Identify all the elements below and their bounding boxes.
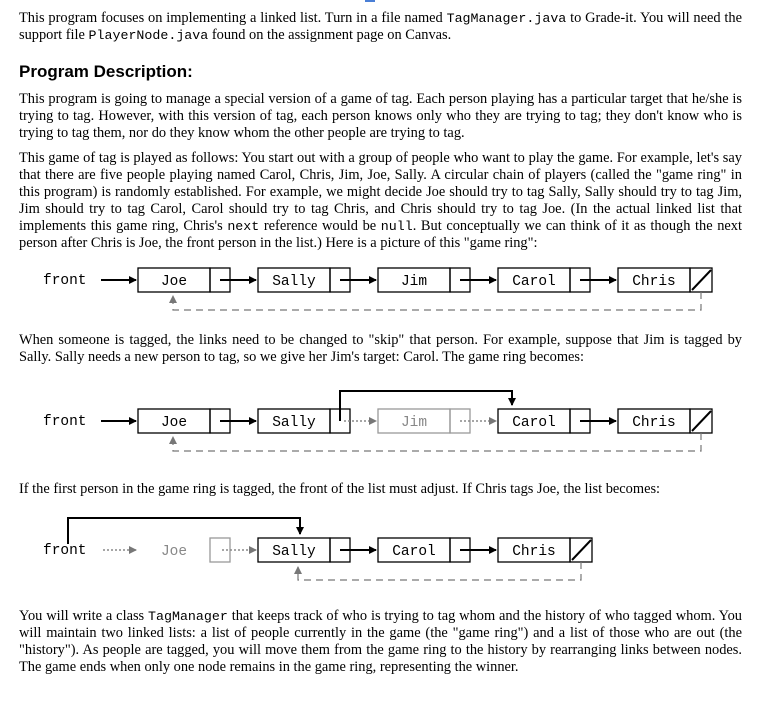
code-tagmanager: TagManager xyxy=(148,609,228,624)
front-label: front xyxy=(43,543,87,559)
node-label-joe: Joe xyxy=(160,274,188,290)
node-label-chris: Chris xyxy=(512,544,556,560)
game-ring-diagram-3 xyxy=(0,512,770,590)
description-paragraph-2 xyxy=(19,150,742,252)
para5-text-1: You will write a class xyxy=(19,608,149,624)
para2-text-3: . But conceptually we can think of it as though the next person after Chris is Joe, the front person in the list.) Here is a picture of this "game ring": xyxy=(19,218,742,251)
node-label-joe: Joe xyxy=(160,415,188,431)
description-paragraph-4: If the first person in the game ring is tagged, the front of the list must adjust. If Chris tags Joe, the list becomes: xyxy=(19,481,661,497)
null-slash xyxy=(572,540,591,560)
filename-tagmanager: TagManager.java xyxy=(446,11,567,26)
node-label-carol: Carol xyxy=(512,274,556,290)
node-label-sally: Sally xyxy=(272,415,316,431)
filename-playernode: PlayerNode.java xyxy=(88,28,209,43)
null-slash xyxy=(692,411,711,431)
code-next: next xyxy=(227,219,260,234)
game-ring-diagram-3-svg xyxy=(0,512,770,590)
description-paragraph-5 xyxy=(19,608,742,676)
node-label-carol: Carol xyxy=(392,544,436,560)
node-label-joe-removed: Joe xyxy=(160,544,188,560)
para2-text-1: This game of tag is played as follows: You start out with a group of people who want to play the game. For example, let's say that there are five people playing named Carol, Chris, Jim, Joe, Sally. A circular chain of players (called the "game ring" in this program) is randomly established. For example, we might decide Joe should try to tag Sally, Sally should try to tag Jim, Jim should try to tag Carol, Carol should try to tag Chris, and Chris should try to tag Joe. (In the actual linked list that implements this game ring, Chris's xyxy=(19,150,742,234)
node-label-chris: Chris xyxy=(632,274,676,290)
game-ring-diagram-1-svg xyxy=(0,262,770,318)
front-label: front xyxy=(43,414,87,430)
conceptual-wrap-link xyxy=(173,433,701,451)
top-scroll-marker xyxy=(365,0,375,2)
front-link-to-sally xyxy=(68,518,300,544)
intro-paragraph xyxy=(19,10,742,44)
conceptual-wrap-link xyxy=(173,292,701,310)
para5-text-2: that keeps track of who is trying to tag whom and the history of who tagged whom. You will maintain two linked lists: a list of people currently in the game (the "game ring") and a list of those who are out (the "history"). As people are tagged, you will move them from the game ring to the history by rearranging links between nodes. The game ends when only one node remains in the game ring, representing the winner. xyxy=(19,608,742,675)
node-label-sally: Sally xyxy=(272,274,316,290)
node-label-chris: Chris xyxy=(632,415,676,431)
description-paragraph-3: When someone is tagged, the links need to be changed to "skip" that person. For example, suppose that Jim is tagged by Sally. Sally needs a new person to tag, so we give her Jim's target: Carol. The game ring becomes: xyxy=(19,332,742,365)
node-label-sally: Sally xyxy=(272,544,316,560)
null-slash xyxy=(692,270,711,290)
node-label-jim: Jim xyxy=(400,415,428,431)
code-null: null xyxy=(380,219,413,234)
game-ring-diagram-2-svg xyxy=(0,384,770,464)
conceptual-wrap-link xyxy=(298,562,581,580)
game-ring-diagram-1 xyxy=(0,262,770,318)
intro-text-2: to Grade-it. You will need the support file xyxy=(19,10,742,43)
para2-text-2: reference would be xyxy=(259,218,381,234)
section-heading: Program Description: xyxy=(19,62,193,81)
intro-text-1: This program focuses on implementing a linked list. Turn in a file named xyxy=(19,10,447,26)
node-label-jim: Jim xyxy=(400,274,428,290)
description-paragraph-1: This program is going to manage a special version of a game of tag. Each person playing has a particular target that he/she is trying to tag. However, with this version of tag, each person knows only who they are trying to tag; they don't know who is trying to tag them, nor do they know whom the other people are trying to tag. xyxy=(19,91,742,141)
node-label-carol: Carol xyxy=(512,415,556,431)
game-ring-diagram-2 xyxy=(0,384,770,464)
front-label: front xyxy=(43,273,87,289)
intro-text-3: found on the assignment page on Canvas. xyxy=(208,27,452,43)
